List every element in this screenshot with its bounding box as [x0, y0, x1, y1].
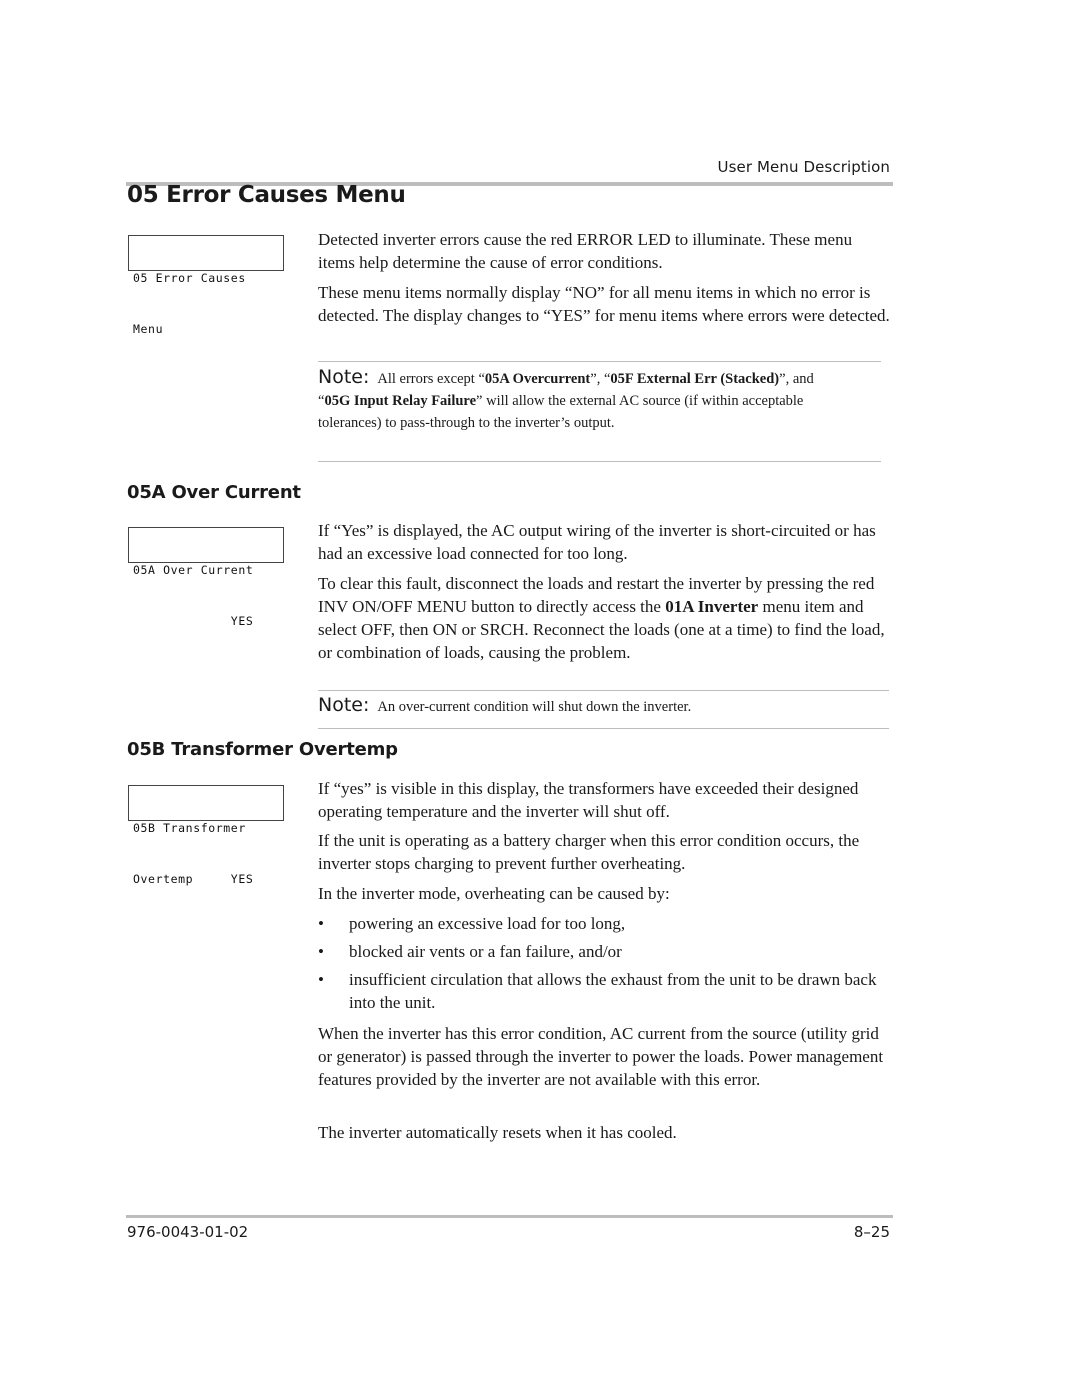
note-rule-top-05a [318, 690, 889, 691]
running-header: User Menu Description [717, 158, 890, 176]
05b-paragraph-4: When the inverter has this error condition, AC current from the source (utility grid or generator) is passed through the inverter to power the loads. Power management features provided by the inverter are not available with this error. [318, 1024, 884, 1089]
page-number: 8–25 [853, 1223, 890, 1241]
lcd-line-2: Menu [133, 322, 164, 336]
lcd-display-error-causes [128, 235, 284, 336]
note-passthrough: Note: All errors except “05A Overcurrent”, “05F External Err (Stacked)”, and “05G Input Relay Failure” will allow the external AC source (if within acceptable tolerances) to pass-through to the inverter’s output. [318, 366, 814, 431]
note-rule-bottom [318, 461, 881, 462]
intro-paragraph-2: These menu items normally display “NO” for all menu items in which no error is detected. The display changes to “YES” for menu items where errors were detected. [318, 283, 890, 325]
note-rule-top [318, 361, 881, 362]
lcd-display-05a [128, 527, 284, 628]
page-title: 05 Error Causes Menu [127, 182, 406, 208]
list-item: • blocked air vents or a fan failure, and/or [318, 942, 622, 961]
heading-05a-over-current: 05A Over Current [127, 482, 301, 503]
05b-paragraph-3: In the inverter mode, overheating can be caused by: [318, 884, 670, 903]
footer-rule [126, 1215, 893, 1218]
list-item: • insufficient circulation that allows the exhaust from the unit to be drawn back into the unit. [318, 970, 877, 1012]
heading-05b-transformer-overtemp: 05B Transformer Overtemp [127, 739, 398, 760]
note-label: Note: [318, 366, 370, 388]
lcd-line-1: 05A Over Current [133, 563, 254, 577]
list-item: • powering an excessive load for too long, [318, 914, 626, 933]
05b-paragraph-5: The inverter automatically resets when it has cooled. [318, 1123, 677, 1142]
05a-paragraph-1: If “Yes” is displayed, the AC output wiring of the inverter is short-circuited or has had an excessive load connected for too long. [318, 521, 876, 563]
note-rule-bottom-05a [318, 728, 889, 729]
overheating-causes-list [318, 912, 890, 1019]
lcd-line-1: 05 Error Causes [133, 271, 246, 285]
lcd-line-2: YES [133, 614, 254, 628]
document-number: 976-0043-01-02 [127, 1223, 249, 1241]
lcd-display-05b [128, 785, 284, 886]
lcd-line-2: Overtemp YES [133, 872, 254, 886]
note-label: Note: [318, 694, 370, 716]
note-over-current: Note: An over-current condition will shut down the inverter. [318, 694, 692, 716]
05b-paragraph-2: If the unit is operating as a battery charger when this error condition occurs, the inverter stops charging to prevent further overheating. [318, 831, 860, 873]
05b-paragraph-1: If “yes” is visible in this display, the transformers have exceeded their designed operating temperature and the inverter will shut off. [318, 779, 859, 821]
lcd-line-1: 05B Transformer [133, 821, 246, 835]
intro-paragraph-1: Detected inverter errors cause the red ERROR LED to illuminate. These menu items help determine the cause of error conditions. [318, 230, 853, 272]
05a-paragraph-2: To clear this fault, disconnect the loads and restart the inverter by pressing the red INV ON/OFF MENU button to directly access the 01A Inverter menu item and select OFF, then ON or SRCH. Reconnect the loads (one at a time) to find the load, or combination of loads, causing the problem. [318, 574, 885, 662]
